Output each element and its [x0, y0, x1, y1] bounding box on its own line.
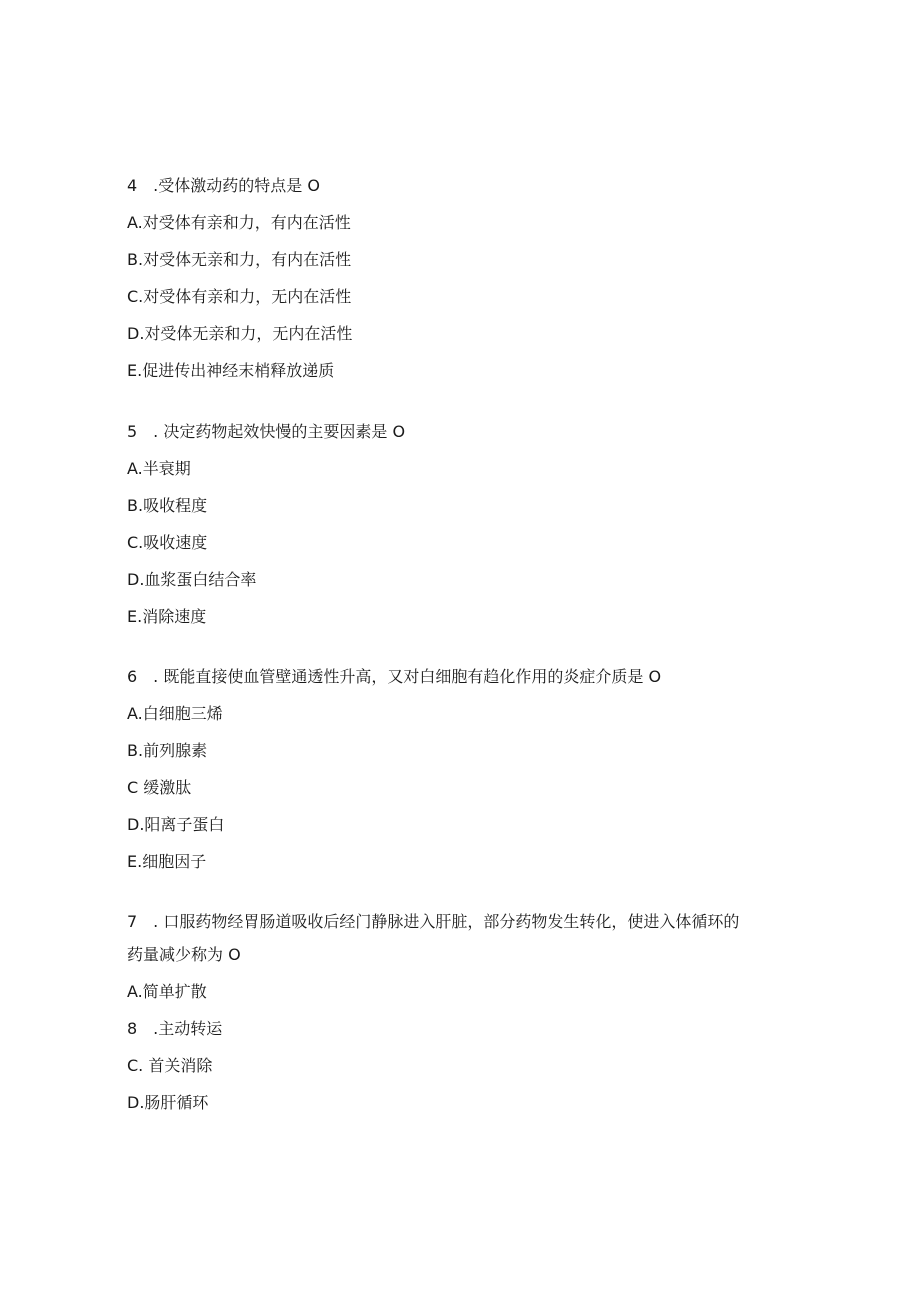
question-7-option-c: C. 首关消除 — [127, 1056, 213, 1075]
question-4-stem: 4 .受体激动药的特点是 O — [127, 176, 320, 195]
question-4-option-c: C.对受体有亲和力，无内在活性 — [127, 287, 352, 306]
question-6-option-c: C 缓激肽 — [127, 778, 192, 797]
question-6-option-d: D.阳离子蛋白 — [127, 815, 225, 834]
question-7-option-d: D.肠肝循环 — [127, 1093, 209, 1112]
question-5-option-b: B.吸收程度 — [127, 496, 208, 515]
question-6-stem: 6 . 既能直接使血管壁通透性升高，又对白细胞有趋化作用的炎症介质是 O — [127, 667, 662, 686]
question-6-option-b: B.前列腺素 — [127, 741, 208, 760]
question-4-option-b: B.对受体无亲和力，有内在活性 — [127, 250, 352, 269]
question-7-stem-line-1: 7 . 口服药物经胃肠道吸收后经门静脉进入肝脏，部分药物发生转化，使进入体循环的 — [127, 912, 740, 931]
question-4-option-a: A.对受体有亲和力，有内在活性 — [127, 213, 351, 232]
question-7-stem-line-2: 药量减少称为 O — [127, 945, 241, 964]
question-5-option-d: D.血浆蛋白结合率 — [127, 570, 257, 589]
question-5-option-a: A.半衰期 — [127, 459, 191, 478]
question-6-option-e: E.细胞因子 — [127, 852, 207, 871]
question-4-option-e: E.促进传出神经末梢释放递质 — [127, 361, 335, 380]
question-5-option-c: C.吸收速度 — [127, 533, 208, 552]
question-5-stem: 5 . 决定药物起效快慢的主要因素是 O — [127, 422, 406, 441]
question-5-option-e: E.消除速度 — [127, 607, 207, 626]
question-4-option-d: D.对受体无亲和力，无内在活性 — [127, 324, 353, 343]
question-6-option-a: A.白细胞三烯 — [127, 704, 223, 723]
question-7-option-a: A.简单扩散 — [127, 982, 207, 1001]
question-7-option-b: 8 .主动转运 — [127, 1019, 223, 1038]
